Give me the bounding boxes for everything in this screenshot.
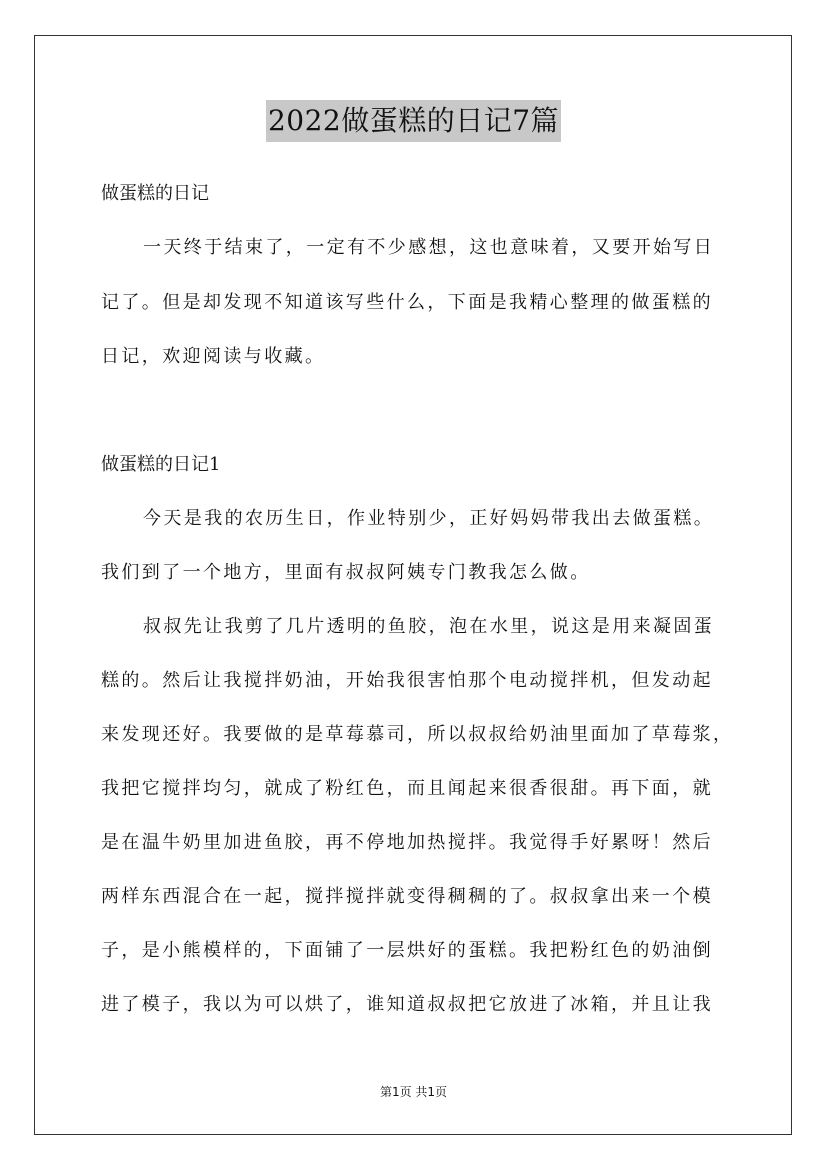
intro-line: 一天终于结束了，一定有不少感想，这也意味着，又要开始写日 xyxy=(143,237,715,258)
paragraph-line: 子，是小熊模样的，下面铺了一层烘好的蛋糕。我把粉红色的奶油倒 xyxy=(101,940,713,961)
paragraph-line: 我们到了一个地方，里面有叔叔阿姨专门教我怎么做。 xyxy=(101,562,591,583)
intro-line: 日记，欢迎阅读与收藏。 xyxy=(101,346,326,367)
page-footer: 第1页 共1页 xyxy=(379,1085,448,1099)
section-heading-diary-1: 做蛋糕的日记1 xyxy=(101,454,221,475)
document-title: 2022做蛋糕的日记7篇 xyxy=(266,100,561,142)
paragraph-line: 今天是我的农历生日，作业特别少，正好妈妈带我出去做蛋糕。 xyxy=(143,508,715,529)
paragraph-line: 来发现还好。我要做的是草莓慕司，所以叔叔给奶油里面加了草莓浆， xyxy=(101,724,734,745)
title-container xyxy=(0,100,827,142)
section-heading-intro: 做蛋糕的日记 xyxy=(101,183,209,204)
paragraph-line: 我把它搅拌均匀，就成了粉红色，而且闻起来很香很甜。再下面，就 xyxy=(101,778,713,799)
paragraph-line: 叔叔先让我剪了几片透明的鱼胶，泡在水里，说这是用来凝固蛋 xyxy=(143,616,715,637)
paragraph-line: 进了模子，我以为可以烘了，谁知道叔叔把它放进了冰箱，并且让我 xyxy=(101,994,713,1015)
paragraph-line: 两样东西混合在一起，搅拌搅拌就变得稠稠的了。叔叔拿出来一个模 xyxy=(101,886,713,907)
paragraph-line: 糕的。然后让我搅拌奶油，开始我很害怕那个电动搅拌机，但发动起 xyxy=(101,670,713,691)
intro-line: 记了。但是却发现不知道该写些什么，下面是我精心整理的做蛋糕的 xyxy=(101,292,713,313)
paragraph-line: 是在温牛奶里加进鱼胶，再不停地加热搅拌。我觉得手好累呀！然后 xyxy=(101,832,713,853)
